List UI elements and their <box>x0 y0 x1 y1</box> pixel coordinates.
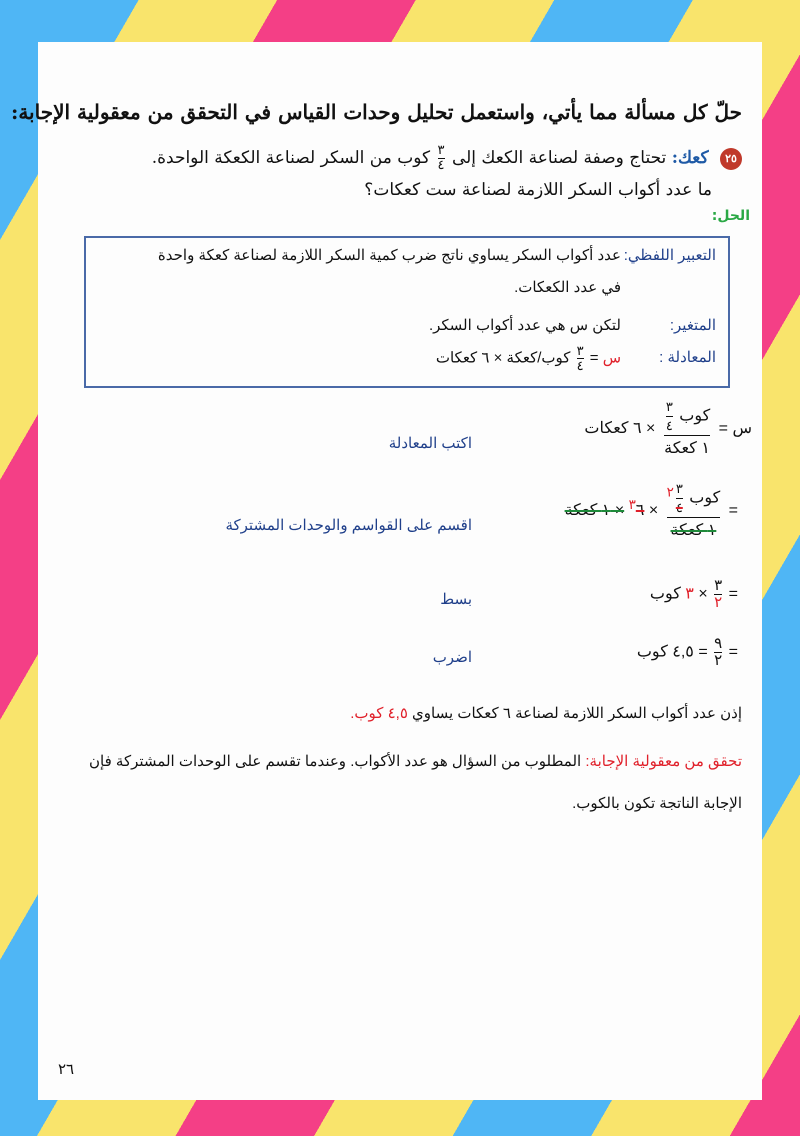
check-text-2: الإجابة الناتجة تكون بالكوب. <box>572 795 742 812</box>
variable-label: المتغير: <box>669 317 716 334</box>
tail: × ٦ كعكات <box>584 420 656 438</box>
denominator: ٤ <box>675 500 683 515</box>
question-keyword: كعك: <box>671 148 709 168</box>
denominator: ٤ <box>576 358 584 373</box>
denominator-text: ١ كعكة <box>664 440 710 457</box>
solution-label: الحل: <box>711 208 750 224</box>
reduced-3: ٣ <box>628 496 636 512</box>
numerator: ٣ <box>437 143 445 158</box>
fraction <box>438 144 445 173</box>
step-2-math <box>565 482 738 540</box>
unit: كوب <box>689 489 721 507</box>
conclusion-text: إذن عدد أكواب السكر اللازمة لصناعة ٦ كعكات يساوي <box>412 705 742 722</box>
fraction <box>714 636 722 669</box>
step-fraction <box>667 482 721 540</box>
step-2-note: اقسم على القواسم والوحدات المشتركة <box>225 517 472 534</box>
numerator: ٣ <box>714 577 723 594</box>
instructions-heading: حلّ كل مسألة مما يأتي، واستعمل تحليل وحدات القياس في التحقق من معقولية الإجابة: <box>10 100 742 124</box>
equals: = <box>585 349 599 367</box>
verbal-text-2: في عدد الكعكات. <box>514 279 621 296</box>
check-label: تحقق من معقولية الإجابة: <box>585 753 742 770</box>
unit: كوب <box>649 585 681 603</box>
step-1-math <box>584 400 752 458</box>
six: ٦ <box>635 502 645 520</box>
verbal-label: التعبير اللفظي: <box>623 247 716 264</box>
equation-variable: س <box>602 349 621 367</box>
denominator: ٢ <box>714 594 723 611</box>
question-number-badge: ٢٥ <box>720 148 742 170</box>
question-line2: ما عدد أكواب السكر اللازمة لصناعة ست كعكات؟ <box>364 180 712 200</box>
fraction <box>714 578 722 611</box>
three: ٣ <box>685 585 694 603</box>
denominator: ٢ <box>714 652 723 669</box>
tail: × ١ كعكة <box>564 502 625 520</box>
step-3-note: بسط <box>440 591 472 608</box>
numerator: ٣ <box>665 399 673 414</box>
unit: كوب <box>679 407 711 425</box>
step-4-math <box>637 636 738 669</box>
equation-label: المعادلة : <box>659 349 716 367</box>
equals: = <box>728 585 738 603</box>
times: × <box>698 585 708 603</box>
conclusion-answer: ٤,٥ كوب. <box>350 705 408 722</box>
equation-tail: كوب/كعكة × ٦ كعكات <box>435 349 571 367</box>
check-text: المطلوب من السؤال هو عدد الأكواب. وعندما تقسم على الوحدات المشتركة فإن <box>89 753 582 770</box>
analysis-box <box>84 236 730 388</box>
numerator: ٣ <box>576 343 584 358</box>
page-number: ٢٦ <box>58 1060 75 1078</box>
numerator: ٩ <box>714 635 723 652</box>
page <box>10 42 762 1100</box>
check-line <box>89 752 742 770</box>
question-text-2: كوب من السكر لصناعة الكعكة الواحدة. <box>151 148 431 168</box>
step-1-note: اكتب المعادلة <box>388 435 472 452</box>
lhs: س = <box>718 420 752 438</box>
denominator: ٤ <box>437 158 445 173</box>
step-4-note: اضرب <box>432 649 472 666</box>
reduced-2: ٢ <box>666 484 674 500</box>
numerator: ٣ <box>675 481 683 496</box>
step-3-math <box>650 578 738 611</box>
times: × <box>648 502 659 520</box>
question-25 <box>152 142 742 206</box>
denominator: ٤ <box>665 418 673 433</box>
equation-fraction <box>577 344 584 373</box>
step-fraction <box>664 400 710 458</box>
denominator-text: ١ كعكة <box>670 522 717 539</box>
tail: = ٤,٥ كوب <box>636 643 708 661</box>
conclusion <box>350 704 742 722</box>
verbal-text: عدد أكواب السكر يساوي ناتج ضرب كمية السكر اللازمة لصناعة كعكة واحدة <box>157 247 621 264</box>
variable-text: لتكن س هي عدد أكواب السكر. <box>428 317 621 334</box>
question-text: تحتاج وصفة لصناعة الكعك إلى <box>451 148 667 168</box>
equals: = <box>728 643 738 661</box>
equals: = <box>728 502 738 520</box>
